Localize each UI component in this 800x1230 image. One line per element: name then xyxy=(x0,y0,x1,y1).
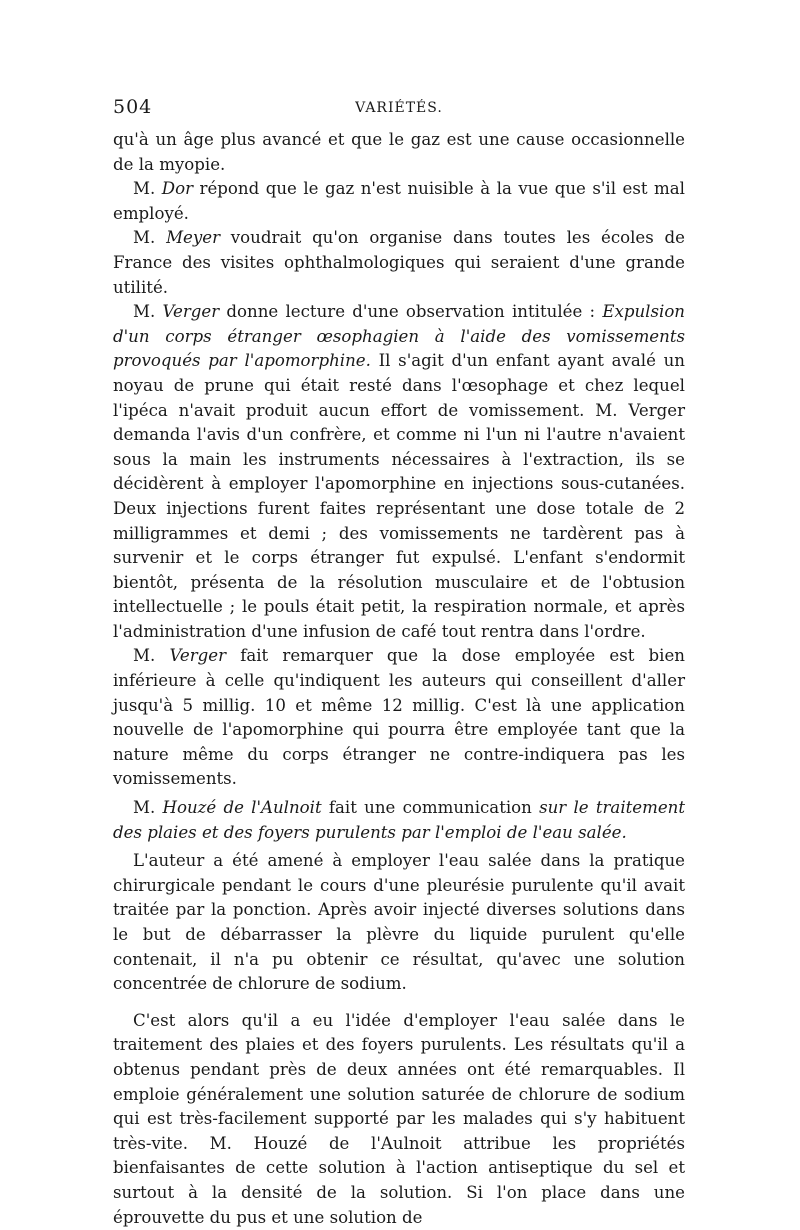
document-page xyxy=(113,96,685,1230)
speaker-name: Houzé de l'Aulnoit xyxy=(162,798,322,818)
running-head: VARIÉTÉS. xyxy=(355,100,443,116)
speaker-name: Dor xyxy=(161,179,194,199)
communication-title: sur le traitement des plaies et des foyers purulents par l'emploi de l'eau salée. xyxy=(113,798,686,842)
speaker-name: Meyer xyxy=(166,228,221,248)
paragraph-3 xyxy=(113,226,685,300)
body-text xyxy=(113,128,685,1230)
paragraph-5 xyxy=(113,644,685,792)
paragraph-3-text: voudrait qu'on organise dans toutes les écoles de France des visites ophthalmologiques qui seraient d'une grande utilité. xyxy=(113,228,686,297)
page-number: 504 xyxy=(113,96,153,118)
paragraph-7 xyxy=(113,849,685,997)
paragraph-1 xyxy=(113,128,685,177)
speaker-name: Verger xyxy=(162,302,220,322)
paragraph-2-text: répond que le gaz n'est nuisible à la vue que s'il est mal employé. xyxy=(113,179,685,223)
speaker-prefix: M. xyxy=(133,798,163,818)
paragraph-6 xyxy=(113,796,685,845)
paragraph-4-text-after: Il s'agit d'un enfant ayant avalé un noyau de prune qui était resté dans l'œsophage et chez lequel l'ipéca n'avait produit aucun effort de vomissement. M. Verger demanda l'avis d'un confrère, et comme ni l'un ni l'autre n'avaient sous la main les instruments nécessaires à l'extraction, ils se décidèrent à employer l'apomorphine en injections sous-cutanées. Deux injections furent faites représentant une dose totale de 2 milligrammes et demi ; des vomissements ne tardèrent pas à survenir et le corps étranger fut expulsé. L'enfant s'endormit bientôt, présenta de la résolution musculaire et de l'obtusion intellectuelle ; le pouls était petit, la respiration normale, et après l'administration d'une infusion de café tout rentra dans l'ordre. xyxy=(113,351,685,641)
paragraph-5-text: fait remarquer que la dose employée est bien inférieure à celle qu'indiquent les auteurs qui conseillent d'aller jusqu'à 5 millig. 10 et même 12 millig. C'est là une application nouvelle de l'apomorphine qui pourra être employée tant que la nature même du corps étranger ne contre-indiquera pas les vomissements. xyxy=(113,646,685,789)
paragraph-8 xyxy=(113,1009,685,1230)
page-header xyxy=(113,96,685,126)
speaker-prefix: M. xyxy=(133,228,167,248)
observation-title: Expulsion d'un corps étranger œsophagien à l'aide des vomissements provoqués par l'apomorphine. xyxy=(113,302,685,371)
paragraph-8-text: C'est alors qu'il a eu l'idée d'employer l'eau salée dans le traitement des plaies et des foyers purulents. Les résultats qu'il a obtenus pendant près de deux années ont été remarquables. Il emploie généralement une solution saturée de chlorure de sodium qui est très-facilement supporté par les malades qui s'y habituent très-vite. M. Houzé de l'Aulnoit attribue les propriétés bienfaisantes de cette solution à l'action antiseptique du sel et surtout à la densité de la solution. Si l'on place dans une éprouvette du pus et une solution de xyxy=(113,1010,685,1227)
paragraph-6-text-before: fait une communication xyxy=(321,798,540,818)
speaker-prefix: M. xyxy=(133,646,170,666)
paragraph-7-text: L'auteur a été amené à employer l'eau salée dans la pratique chirurgicale pendant le cours d'une pleurésie purulente qu'il avait traitée par la ponction. Après avoir injecté diverses solutions dans le but de débarrasser la plèvre du liquide purulent qu'elle contenait, il n'a pu obtenir ce résultat, qu'avec une solution concentrée de chlorure de sodium. xyxy=(113,851,685,994)
speaker-prefix: M. xyxy=(133,302,163,322)
paragraph-2 xyxy=(113,177,685,226)
speaker-name: Verger xyxy=(169,646,227,666)
paragraph-1-text: qu'à un âge plus avancé et que le gaz est une cause occasionnelle de la myopie. xyxy=(113,130,685,174)
paragraph-4 xyxy=(113,300,685,644)
paragraph-4-text-before: donne lecture d'une observation intitulée : xyxy=(219,302,603,322)
speaker-prefix: M. xyxy=(133,179,162,199)
